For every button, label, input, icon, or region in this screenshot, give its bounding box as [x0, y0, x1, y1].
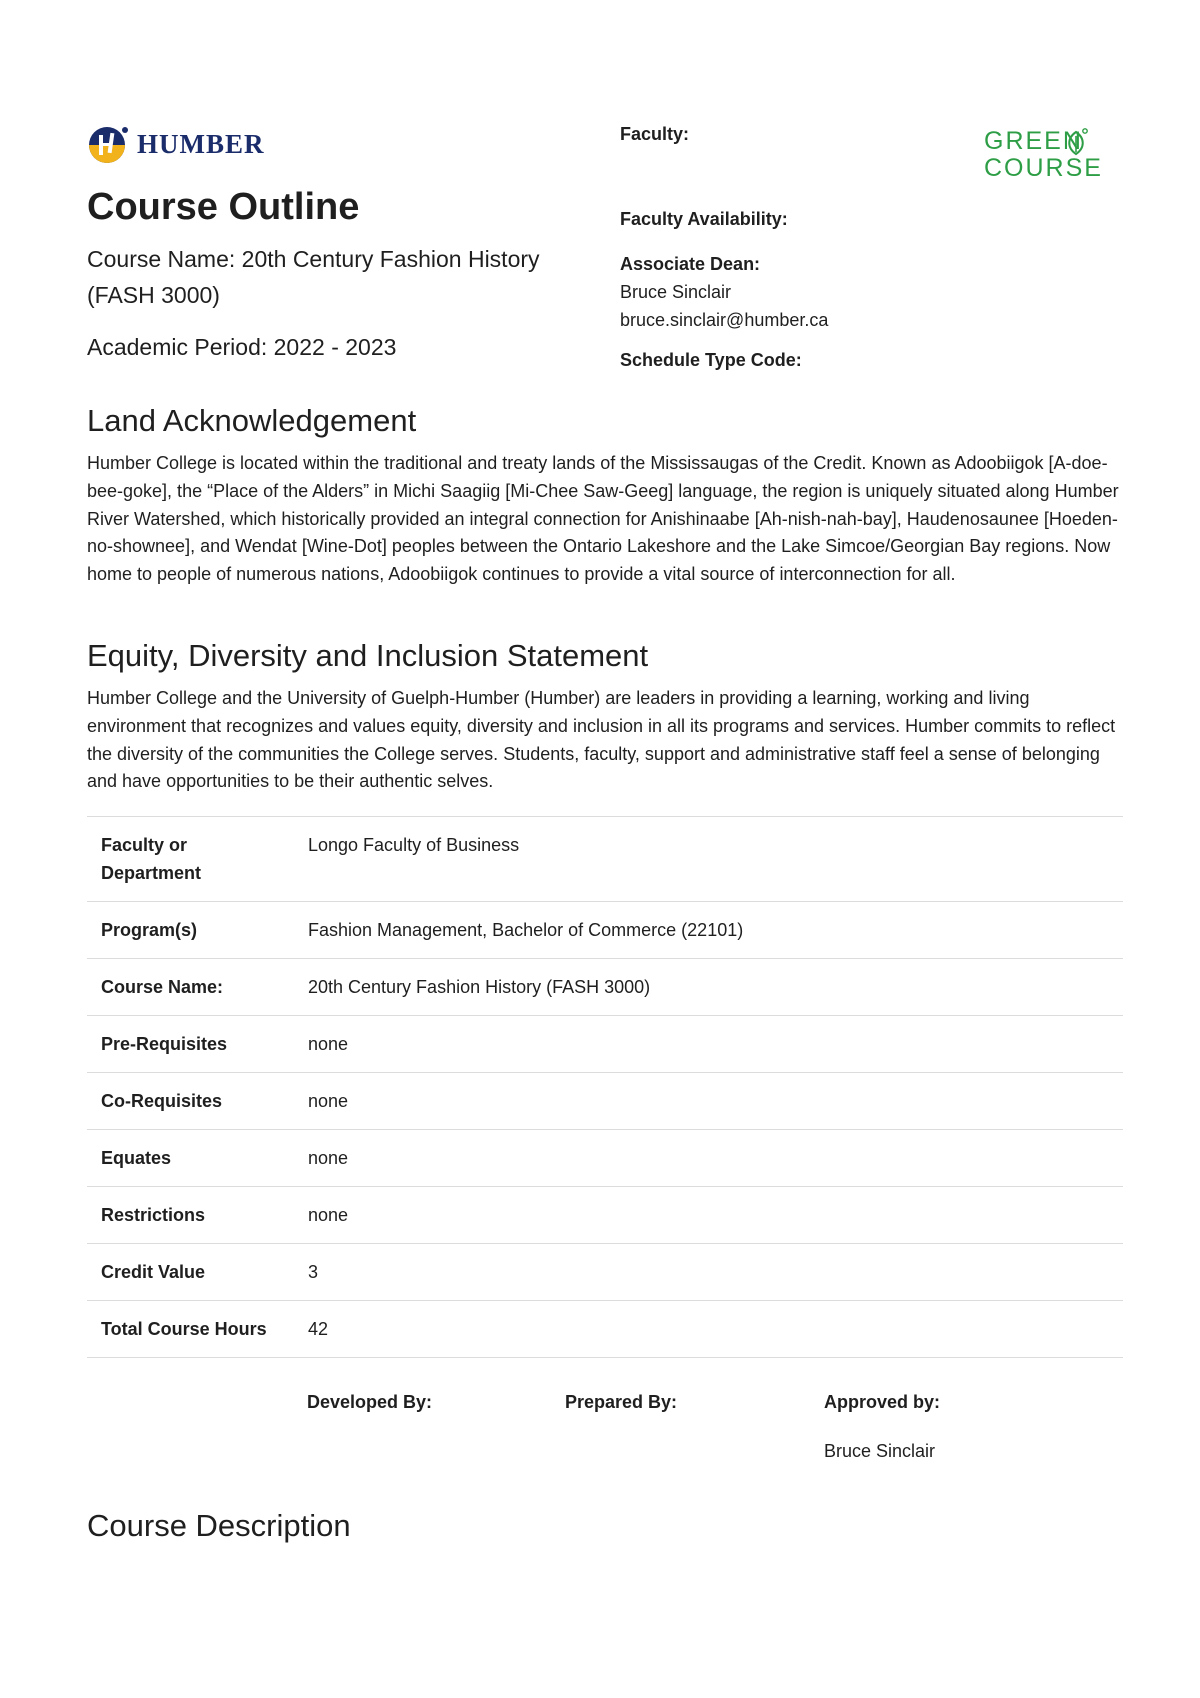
row-value: none: [308, 1091, 349, 1111]
table-row: [87, 959, 1123, 1016]
schedule-type-label: Schedule Type Code:: [620, 350, 802, 370]
row-value: none: [308, 1148, 349, 1168]
prepared-by: [565, 1392, 677, 1413]
academic-period-line: [87, 329, 557, 365]
table-row: [87, 1244, 1123, 1301]
page-title: Course Outline: [87, 186, 360, 228]
faculty-info: [620, 124, 960, 371]
humber-logo-icon: [87, 123, 129, 165]
associate-dean-name: Bruce Sinclair: [620, 282, 732, 302]
land-acknowledgement-heading: Land Acknowledgement: [87, 403, 417, 438]
row-key: Co-Requisites: [101, 1091, 223, 1111]
course-word: COURSE: [984, 154, 1103, 182]
associate-dean-email[interactable]: bruce.sinclair@humber.ca: [620, 310, 829, 330]
humber-logo: [87, 123, 265, 165]
row-key: Equates: [101, 1148, 172, 1168]
faculty-label: Faculty:: [620, 124, 690, 144]
table-row: [87, 1187, 1123, 1244]
prepared-by-label: Prepared By:: [565, 1392, 678, 1412]
edi-text: Humber College and the University of Guelph-Humber (Humber) are leaders in providing a learning, working and living environment that recognizes and values equity, diversity and inclusion in all its programs and services. Humber commits to reflect the diversity of the communities the College serves. Students, faculty, support and administrative staff feel a sense of belonging and have opportunities to be their authentic selves.: [87, 688, 1116, 792]
course-name-line: [87, 241, 557, 313]
course-info-table: [87, 816, 1123, 1358]
green-word: GREEN: [984, 127, 1083, 155]
approved-by: [824, 1392, 940, 1462]
row-value: 42: [308, 1319, 329, 1339]
associate-dean-label: Associate Dean:: [620, 254, 761, 274]
row-value: 20th Century Fashion History (FASH 3000): [308, 977, 651, 997]
logo-text: HUMBER: [137, 128, 265, 159]
edi-heading: Equity, Diversity and Inclusion Statement: [87, 638, 649, 673]
row-value: none: [308, 1034, 349, 1054]
table-row: [87, 817, 1123, 902]
row-key: Credit Value: [101, 1262, 206, 1282]
table-row: [87, 1301, 1123, 1358]
faculty-availability-label: Faculty Availability:: [620, 209, 788, 229]
row-key: Course Name:: [101, 977, 224, 997]
table-row: [87, 1073, 1123, 1130]
leaf-icon: [1064, 128, 1088, 156]
table-row: [87, 902, 1123, 959]
academic-period-label: Academic Period:: [87, 334, 268, 360]
row-value: 3: [308, 1262, 319, 1282]
row-key: Program(s): [101, 920, 198, 940]
table-row: [87, 1130, 1123, 1187]
row-key: Pre-Requisites: [101, 1034, 228, 1054]
row-value: none: [308, 1205, 349, 1225]
row-key: Total Course Hours: [101, 1319, 267, 1339]
land-acknowledgement-text: Humber College is located within the traditional and treaty lands of the Mississaugas of the Credit. Known as Adoobiigok [A-doe-bee-goke], the “Place of the Alders” in Michi Saagiig [Mi-Chee Saw-Geeg] language, the region is uniquely situated along Humber River Watershed, which historically provided an integral connection for Anishinaabe [Ah-nish-nah-bay], Haudenosaunee [Hoeden-no-shownee], and Wendat [Wine-Dot] peoples between the Ontario Lakeshore and the Lake Simcoe/Georgian Bay regions. Now home to people of numerous nations, Adoobiigok continues to provide a vital source of interconnection for all.: [87, 453, 1119, 585]
course-description-heading: Course Description: [87, 1508, 351, 1543]
row-value: Longo Faculty of Business: [308, 835, 520, 855]
row-key: Restrictions: [101, 1205, 206, 1225]
academic-period-value: 2022 - 2023: [273, 334, 397, 360]
table-row: [87, 1016, 1123, 1073]
course-name-label: Course Name:: [87, 246, 236, 272]
green-course-logo: [984, 127, 1103, 182]
developed-by: [307, 1392, 432, 1413]
approved-by-label: Approved by:: [824, 1392, 941, 1412]
row-key: Faculty or Department: [101, 835, 202, 883]
approved-by-name: Bruce Sinclair: [824, 1441, 936, 1461]
course-name-value: 20th Century Fashion History (FASH 3000): [87, 246, 540, 308]
developed-by-label: Developed By:: [307, 1392, 433, 1412]
row-value: Fashion Management, Bachelor of Commerce (22101): [308, 920, 744, 940]
